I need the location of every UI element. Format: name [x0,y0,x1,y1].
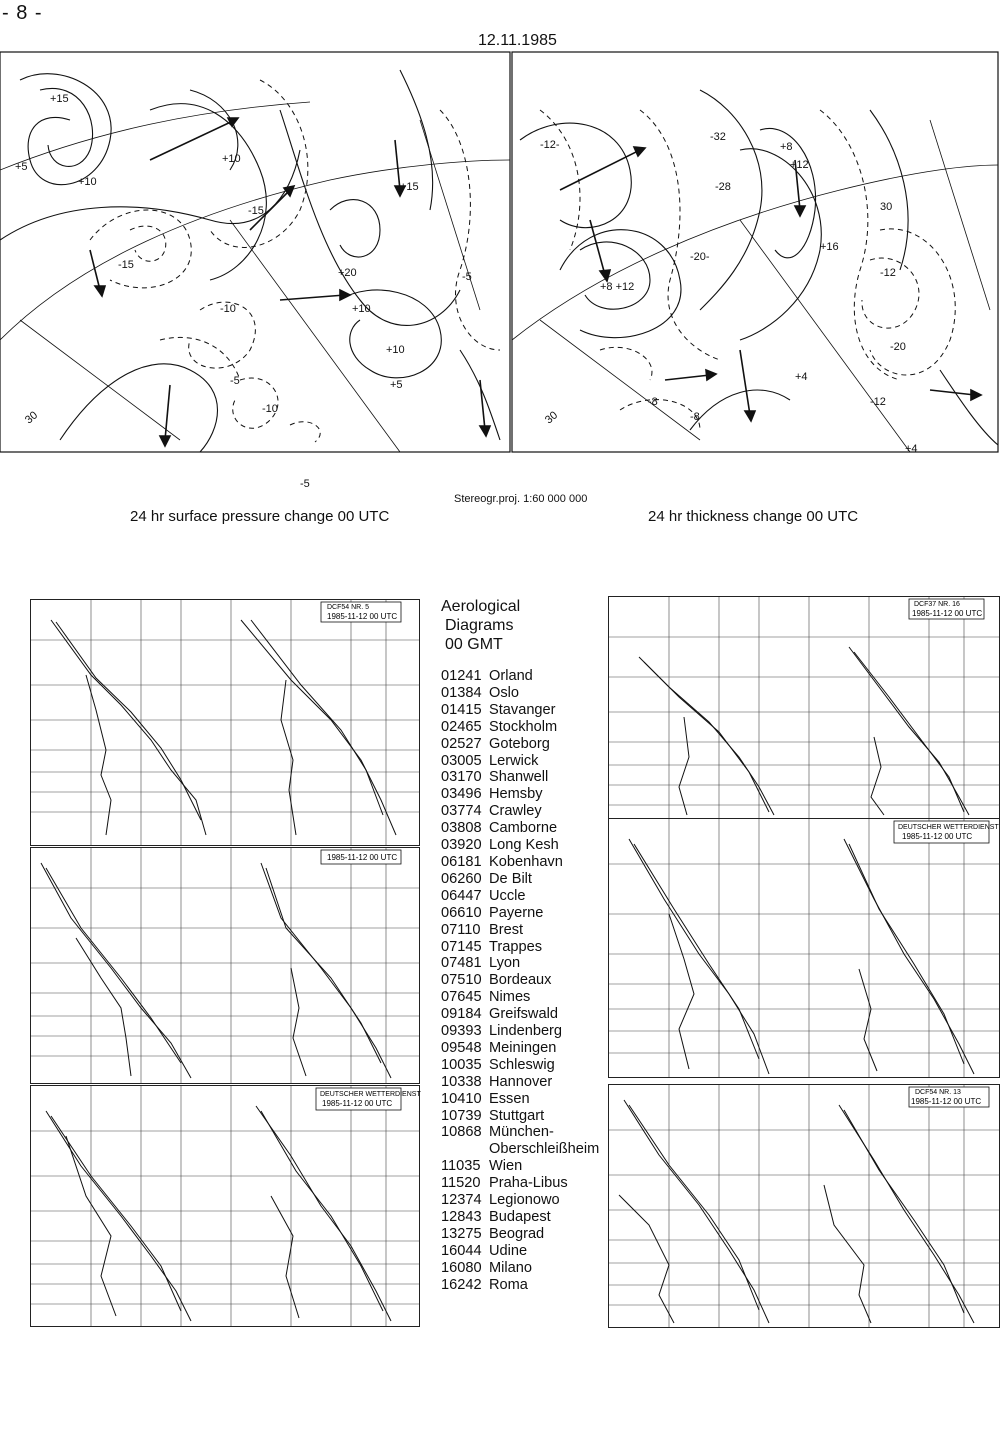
station-item [441,1209,611,1226]
station-name: Goteborg [489,735,550,752]
station-name: Hemsby [489,786,543,803]
station-name: Oslo [489,684,520,701]
diagram-4-date: 1985-11-12 00 UTC [912,609,983,618]
station-code: 12843 [441,1209,482,1225]
station-item [441,1192,611,1209]
station-code: 07481 [441,955,482,972]
svg-text:+4: +4 [795,371,808,383]
station-code: 09184 [441,1006,482,1023]
aerological-diagram-3 [30,1085,420,1327]
station-name: Lyon [489,955,521,972]
station-name: Payerne [489,904,544,921]
station-code: 06181 [441,853,482,870]
left-map-labels [15,93,472,490]
svg-text:+10: +10 [222,153,241,165]
station-item [441,888,611,905]
diagram-3-office: DEUTSCHER WETTERDIENST [320,1091,421,1098]
station-code: 03170 [441,769,482,786]
station-name: Stockholm [489,718,558,735]
title-line-2: Diagrams [445,617,514,634]
station-item [441,837,611,854]
station-code: 06260 [441,870,482,887]
station-item [441,719,611,736]
station-item [441,803,611,820]
station-item [441,1158,611,1175]
diagram-1-date: 1985-11-12 00 UTC [327,612,398,621]
diagram-5-date: 1985-11-12 00 UTC [902,832,973,841]
station-item [441,769,611,786]
station-item [441,955,611,972]
station-item [441,939,611,956]
station-item [441,922,611,939]
svg-text:+20: +20 [338,267,357,279]
svg-text:-20: -20 [890,341,906,353]
station-name: Stavanger [489,701,556,718]
station-item [441,1243,611,1260]
svg-text:-5: -5 [462,271,472,283]
station-name: Bordeaux [489,972,552,989]
station-code: 02465 [441,718,482,735]
svg-text:+10: +10 [352,303,371,315]
station-name: Essen [489,1090,530,1107]
aerological-diagram-6 [608,1084,1000,1328]
station-name: Legionowo [489,1192,560,1209]
station-code: 10410 [441,1090,482,1107]
station-name: Schleswig [489,1056,555,1073]
svg-text:-15: -15 [118,259,134,271]
left-map-caption: 24 hr surface pressure change 00 UTC [130,508,390,525]
station-name: Trappes [489,938,542,955]
left-map-isolines [0,70,500,452]
svg-text:-32: -32 [710,131,726,143]
station-item [441,1175,611,1192]
station-name: Meiningen [489,1039,557,1056]
station-item [441,1023,611,1040]
station-code: 06447 [441,887,482,904]
station-code: 16044 [441,1242,482,1259]
svg-text:-20-: -20- [690,251,710,263]
aerological-diagram-4 [608,596,1000,820]
station-code: 07145 [441,938,482,955]
diagram-1-number: DCF54 NR. 5 [327,604,370,611]
station-name: Camborne [489,820,558,837]
svg-text:30: 30 [542,409,561,427]
station-item [441,1260,611,1277]
svg-text:-8: -8 [648,396,658,408]
station-name: Stuttgart [489,1107,545,1124]
station-item [441,1277,611,1294]
svg-text:+8 +12: +8 +12 [600,281,635,293]
svg-text:+12: +12 [790,159,809,171]
station-name: Long Kesh [489,837,559,854]
station-item [441,1040,611,1057]
diagram-6-number: DCF54 NR. 13 [915,1089,961,1096]
station-item [441,1091,611,1108]
svg-text:+5: +5 [15,161,28,173]
svg-text:+10: +10 [386,344,405,356]
station-code: 01415 [441,701,482,718]
station-name: Lerwick [489,752,539,769]
station-name: Praha-Libus [489,1175,568,1192]
svg-text:+8: +8 [780,141,793,153]
station-code: 03920 [441,837,482,854]
left-map-grid [0,102,510,452]
svg-text:-12-: -12- [540,139,560,151]
station-item [441,736,611,753]
station-code: 10868 [441,1124,482,1141]
station-item [441,1141,611,1158]
station-code: 01241 [441,668,482,684]
svg-text:-12: -12 [870,396,886,408]
svg-text:+5: +5 [390,379,403,391]
station-name: Crawley [489,803,542,820]
svg-text:+15: +15 [50,93,69,105]
station-name: Greifswald [489,1006,558,1023]
station-code: 03774 [441,803,482,820]
station-item [441,972,611,989]
station-item [441,668,611,685]
station-code: 13275 [441,1225,482,1242]
station-code: 10338 [441,1073,482,1090]
svg-text:-8: -8 [690,411,700,423]
svg-text:-12: -12 [880,267,896,279]
projection-note: Stereogr.proj. 1:60 000 000 [454,493,588,505]
station-code: 03005 [441,752,482,769]
station-item [441,871,611,888]
right-map-isolines [520,90,998,445]
station-code: 03496 [441,786,482,803]
right-map-labels [540,131,918,455]
station-name: Brest [489,921,524,938]
station-name: Hannover [489,1073,553,1090]
station-name: Beograd [489,1225,545,1242]
station-code: 10739 [441,1107,482,1124]
station-code: 09548 [441,1039,482,1056]
station-code: 06610 [441,904,482,921]
svg-text:-15: -15 [248,205,264,217]
aerological-diagram-5 [608,818,1000,1078]
station-name: Nimes [489,989,531,1006]
station-item [441,905,611,922]
station-name: Kobenhavn [489,853,563,870]
svg-text:-10: -10 [220,303,236,315]
station-code: 16242 [441,1276,482,1293]
left-map-dashed [90,80,500,442]
station-code: 10035 [441,1056,482,1073]
station-item [441,1074,611,1091]
svg-text:-5: -5 [300,478,310,490]
station-item [441,989,611,1006]
station-name: Roma [489,1276,528,1293]
diagram-4-number: DCF37 NR. 16 [914,601,960,608]
station-name: Wien [489,1158,523,1175]
station-code: 12374 [441,1192,482,1209]
station-item [441,1124,611,1141]
station-code: 07645 [441,989,482,1006]
page-number: - 8 - [2,2,43,24]
right-map-frame [512,52,998,452]
left-map-frame [0,52,510,452]
right-map-grid [512,120,998,452]
station-item [441,753,611,770]
station-name: Shanwell [489,769,549,786]
station-item [441,1006,611,1023]
station-item [441,685,611,702]
aerological-diagram-1 [30,599,420,846]
station-name: Lindenberg [489,1023,563,1040]
station-name: Budapest [489,1209,551,1225]
svg-text:30: 30 [880,201,893,213]
station-item [441,820,611,837]
station-code: 02527 [441,735,482,752]
svg-text:-28: -28 [715,181,731,193]
station-name: Udine [489,1242,528,1259]
station-list [441,668,611,1294]
station-code: 03808 [441,820,482,837]
station-name: De Bilt [489,870,532,887]
station-item [441,1226,611,1243]
svg-text:+15: +15 [400,181,419,193]
station-code: 07110 [441,921,481,938]
station-item [441,1057,611,1074]
aerological-diagram-2 [30,847,420,1084]
svg-text:-5: -5 [230,375,240,387]
station-code: 07510 [441,972,482,989]
page-date: 12.11.1985 [478,32,557,49]
station-list-title [441,597,611,654]
weather-maps [0,50,1000,490]
diagram-5-office: DEUTSCHER WETTERDIENST [898,824,999,831]
station-code: 01384 [441,684,482,701]
svg-text:+16: +16 [820,241,839,253]
station-name: München- [489,1124,554,1141]
title-line-3: 00 GMT [445,636,503,653]
diagram-6-date: 1985-11-12 00 UTC [911,1097,982,1106]
station-name: Milano [489,1259,532,1276]
diagram-3-date: 1985-11-12 00 UTC [322,1099,393,1108]
right-map-caption: 24 hr thickness change 00 UTC [648,508,859,525]
station-code: 11520 [441,1175,481,1192]
title-line-1: Aerological [441,598,521,615]
station-item [441,854,611,871]
station-name: Uccle [489,887,526,904]
station-item [441,1108,611,1125]
station-item [441,786,611,803]
station-code: 11035 [441,1158,481,1175]
svg-text:+10: +10 [78,176,97,188]
svg-text:+4: +4 [905,443,918,455]
svg-text:30: 30 [22,409,41,427]
station-name: Orland [489,668,533,684]
station-list-panel [441,597,611,1294]
station-code: 16080 [441,1259,482,1276]
svg-text:-10: -10 [262,403,278,415]
station-name: Oberschleißheim [489,1141,600,1158]
diagram-2-date: 1985-11-12 00 UTC [327,853,398,862]
left-map-arrows [90,118,490,446]
station-code: 09393 [441,1023,482,1040]
station-item [441,702,611,719]
